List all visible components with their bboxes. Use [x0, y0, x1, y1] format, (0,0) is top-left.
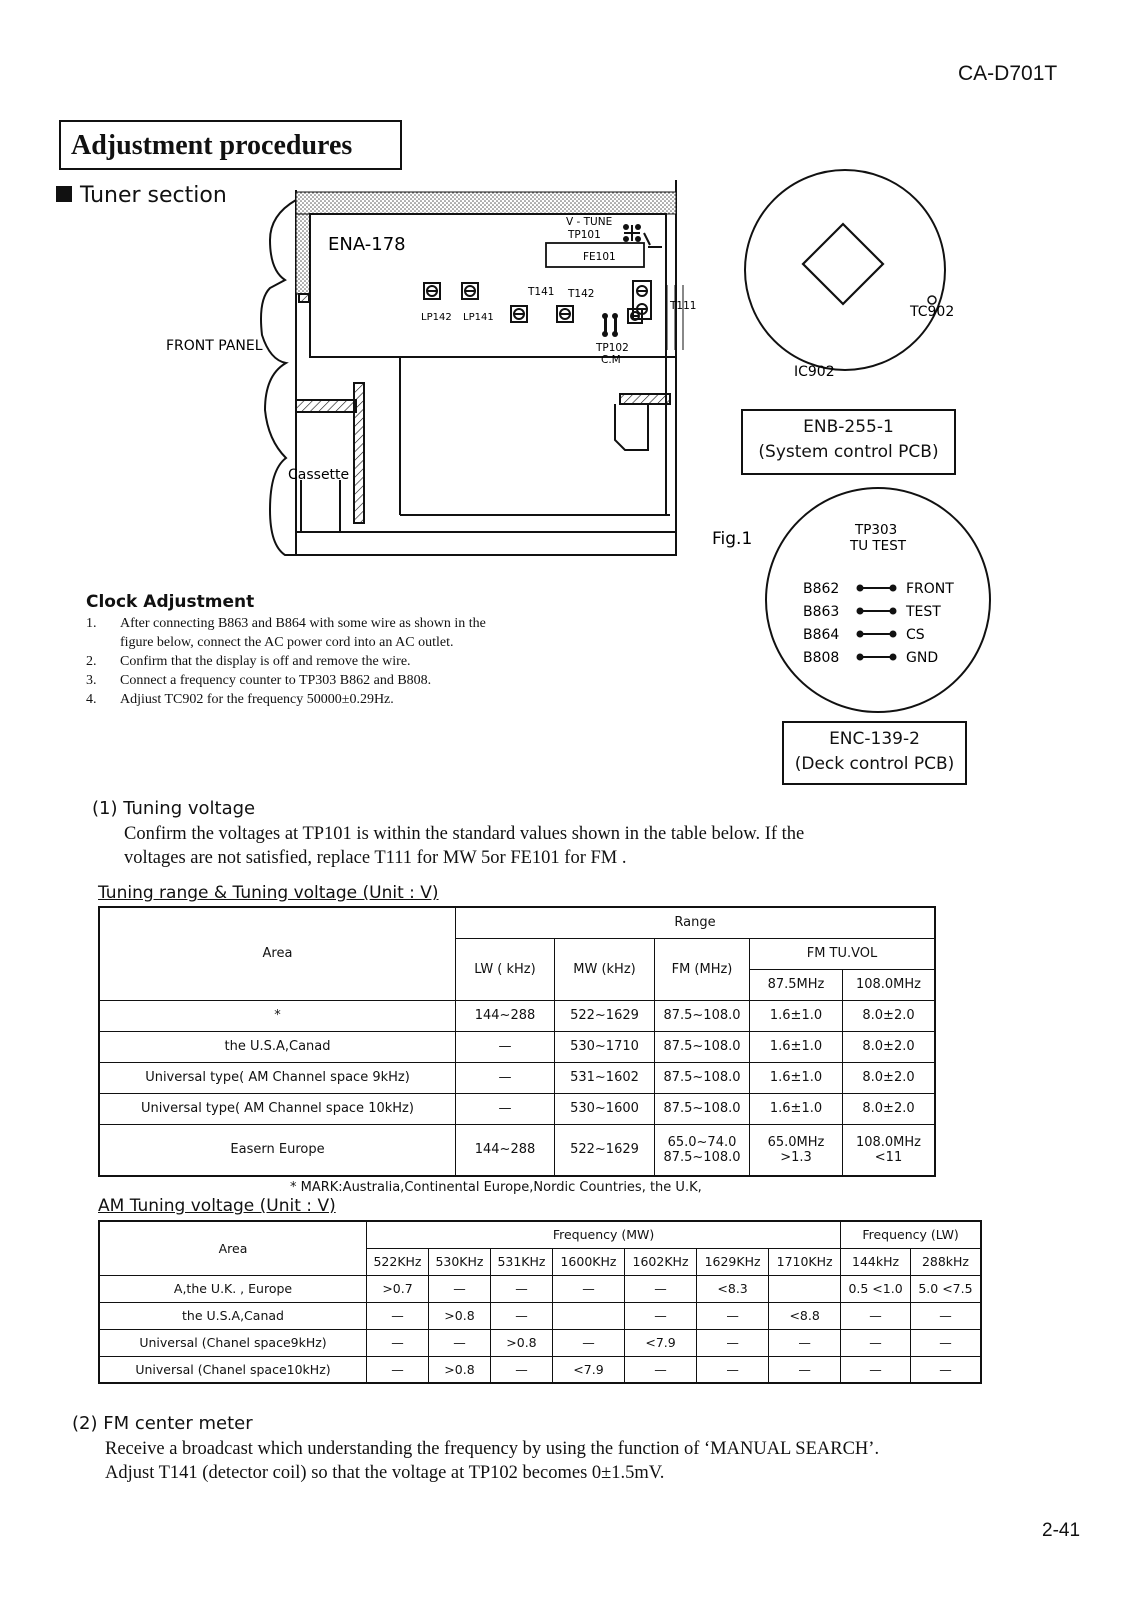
tuning-line: Confirm the voltages at TP101 is within the standard values shown in the table below. If the	[124, 824, 805, 844]
pin-right-label: TEST	[906, 604, 941, 620]
tc902-label: TC902	[910, 304, 955, 320]
t111-label: T111	[670, 300, 697, 312]
mark-note: * MARK:Australia,Continental Europe,Nordic Countries, the U.K,	[290, 1180, 702, 1195]
table-row: Universal (Chanel space10kHz) — >0.8 — <7.9 — — — — —	[99, 1356, 981, 1383]
tuning-table-caption: Tuning range & Tuning voltage (Unit : V)	[98, 883, 439, 903]
enc-pcb-name: ENC-139-2	[829, 729, 920, 749]
pin-right-label: CS	[906, 627, 925, 643]
clock-step: 2. Confirm that the display is off and remove the wire.	[86, 654, 411, 669]
lw-header: LW ( kHz)	[456, 938, 555, 1000]
pin-right-label: FRONT	[906, 581, 954, 597]
fm-header: FM (MHz)	[655, 938, 750, 1000]
enb-pcb-name: ENB-255-1	[803, 417, 894, 437]
fm-center-line: Receive a broadcast which understanding the frequency by using the function of ‘MANUAL SEARCH’.	[105, 1439, 880, 1459]
enc-pcb-desc: (Deck control PCB)	[794, 754, 955, 774]
table-row: Universal type( AM Channel space 10kHz) — 530~1600 87.5~108.0 1.6±1.0 8.0±2.0	[99, 1093, 935, 1124]
page-number: 2-41	[1042, 1520, 1081, 1541]
am-area-header: Area	[99, 1221, 367, 1275]
tu-test-label: TU TEST	[850, 538, 907, 554]
ic902-label: IC902	[794, 364, 835, 380]
fm-center-line: Adjust T141 (detector coil) so that the voltage at TP102 becomes 0±1.5mV.	[105, 1463, 665, 1483]
table-row: Universal (Chanel space9kHz) — — >0.8 — <7.9 — — — —	[99, 1329, 981, 1356]
fm-tuvol-sub: 87.5MHz	[750, 969, 843, 1000]
ic902-detail-circle	[745, 170, 945, 370]
tc902-point	[928, 296, 936, 304]
lp141-label: LP141	[463, 312, 494, 323]
t142-label: T142	[568, 288, 595, 300]
fm-center-heading: (2) FM center meter	[72, 1413, 253, 1434]
section-title: Tuner section	[80, 183, 227, 208]
tuning-heading: (1) Tuning voltage	[92, 798, 256, 819]
cm-label: C.M	[601, 354, 621, 366]
pin-left-label: B862	[803, 581, 840, 597]
pin-rows	[803, 581, 954, 666]
pin-left-label: B808	[803, 650, 840, 666]
tp102-label: TP102	[596, 342, 629, 354]
enb-pcb-box	[741, 409, 956, 475]
enc-pcb-box	[782, 721, 967, 785]
table-row: A,the U.K. , Europe >0.7 — — — — <8.3 0.5 <1.0 5.0 <7.5	[99, 1275, 981, 1302]
clock-step: 1. After connecting B863 and B864 with some wire as shown in the figure below, connect the AC power cord into an AC outlet.	[86, 616, 486, 650]
tuning-line: voltages are not satisfied, replace T111 for MW 5or FE101 for FM .	[124, 848, 627, 868]
area-header: Area	[99, 907, 456, 1000]
table-row: the U.S.A,Canad — 530~1710 87.5~108.0 1.6±1.0 8.0±2.0	[99, 1031, 935, 1062]
table-row: Universal type( AM Channel space 9kHz) — 531~1602 87.5~108.0 1.6±1.0 8.0±2.0	[99, 1062, 935, 1093]
mw-header: MW (kHz)	[555, 938, 655, 1000]
mw-frequency-header: Frequency (MW)	[367, 1221, 841, 1248]
board-label: ENA-178	[328, 234, 406, 255]
clock-heading: Clock Adjustment	[86, 592, 255, 612]
fm-tuvol-header: FM TU.VOL	[750, 938, 936, 969]
t141-label: T141	[528, 286, 555, 298]
pin-dot	[857, 585, 864, 592]
table-row: the U.S.A,Canad — >0.8 — — — <8.8 — —	[99, 1302, 981, 1329]
pin-right-label: GND	[906, 650, 939, 666]
lw-frequency-header: Frequency (LW)	[841, 1221, 981, 1248]
pin-dot	[857, 654, 864, 661]
pin-dot	[890, 585, 897, 592]
fe101-label: FE101	[583, 251, 616, 263]
front-panel-label: FRONT PANEL	[166, 338, 263, 354]
pin-dot	[890, 608, 897, 615]
lp142-label: LP142	[421, 312, 452, 323]
am-table-caption: AM Tuning voltage (Unit : V)	[98, 1196, 336, 1216]
range-header: Range	[456, 907, 936, 938]
table-row: * 144~288 522~1629 87.5~108.0 1.6±1.0 8.0±2.0	[99, 1000, 935, 1031]
page-title: Adjustment procedures	[71, 130, 353, 161]
model-number: CA-D701T	[958, 62, 1058, 85]
vtune-label: V - TUNE	[566, 216, 613, 228]
tp303-label: TP303	[855, 522, 898, 538]
tp101-label: TP101	[568, 229, 601, 241]
fm-center-paragraph	[105, 1437, 879, 1485]
clock-step: 4. Adjiust TC902 for the frequency 50000±0.29Hz.	[86, 692, 394, 707]
pin-left-label: B863	[803, 604, 840, 620]
fm-tuvol-sub: 108.0MHz	[843, 969, 936, 1000]
cassette-label: Cassette	[288, 467, 350, 483]
pin-dot	[857, 608, 864, 615]
enb-pcb-desc: (System control PCB)	[758, 442, 939, 462]
tuning-paragraph	[124, 822, 804, 870]
figure-label: Fig.1	[712, 529, 753, 549]
am-tuning-table: Area Frequency (MW) Frequency (LW) 522KHz 530KHz 531KHz 1600KHz 1602KHz 1629KHz 1710KHz 144kHz 288kHz A,the U.K. , Europe >0.7 — — — — <8.3 0.5 <1.0 5.0 <7.5 the U.S.A,Canad — >0.8 — — — <8.8 — — Universal (Chanel space9kHz) — — >0.8 — <7.9 — — — — Universal (Chanel space10kHz) — >0.8 — <7.9 — — — — —	[98, 1220, 982, 1384]
pin-dot	[890, 631, 897, 638]
tuning-range-table	[98, 906, 936, 1177]
pin-dot	[857, 631, 864, 638]
clock-steps	[86, 614, 646, 709]
clock-step: 3. Connect a frequency counter to TP303 B862 and B808.	[86, 673, 432, 688]
ic902-chip	[803, 224, 883, 304]
pin-dot	[890, 654, 897, 661]
pin-left-label: B864	[803, 627, 840, 643]
table-row: Easern Europe 144~288 522~1629 65.0~74.0 87.5~108.0 65.0MHz >1.3 108.0MHz <11	[99, 1124, 935, 1176]
